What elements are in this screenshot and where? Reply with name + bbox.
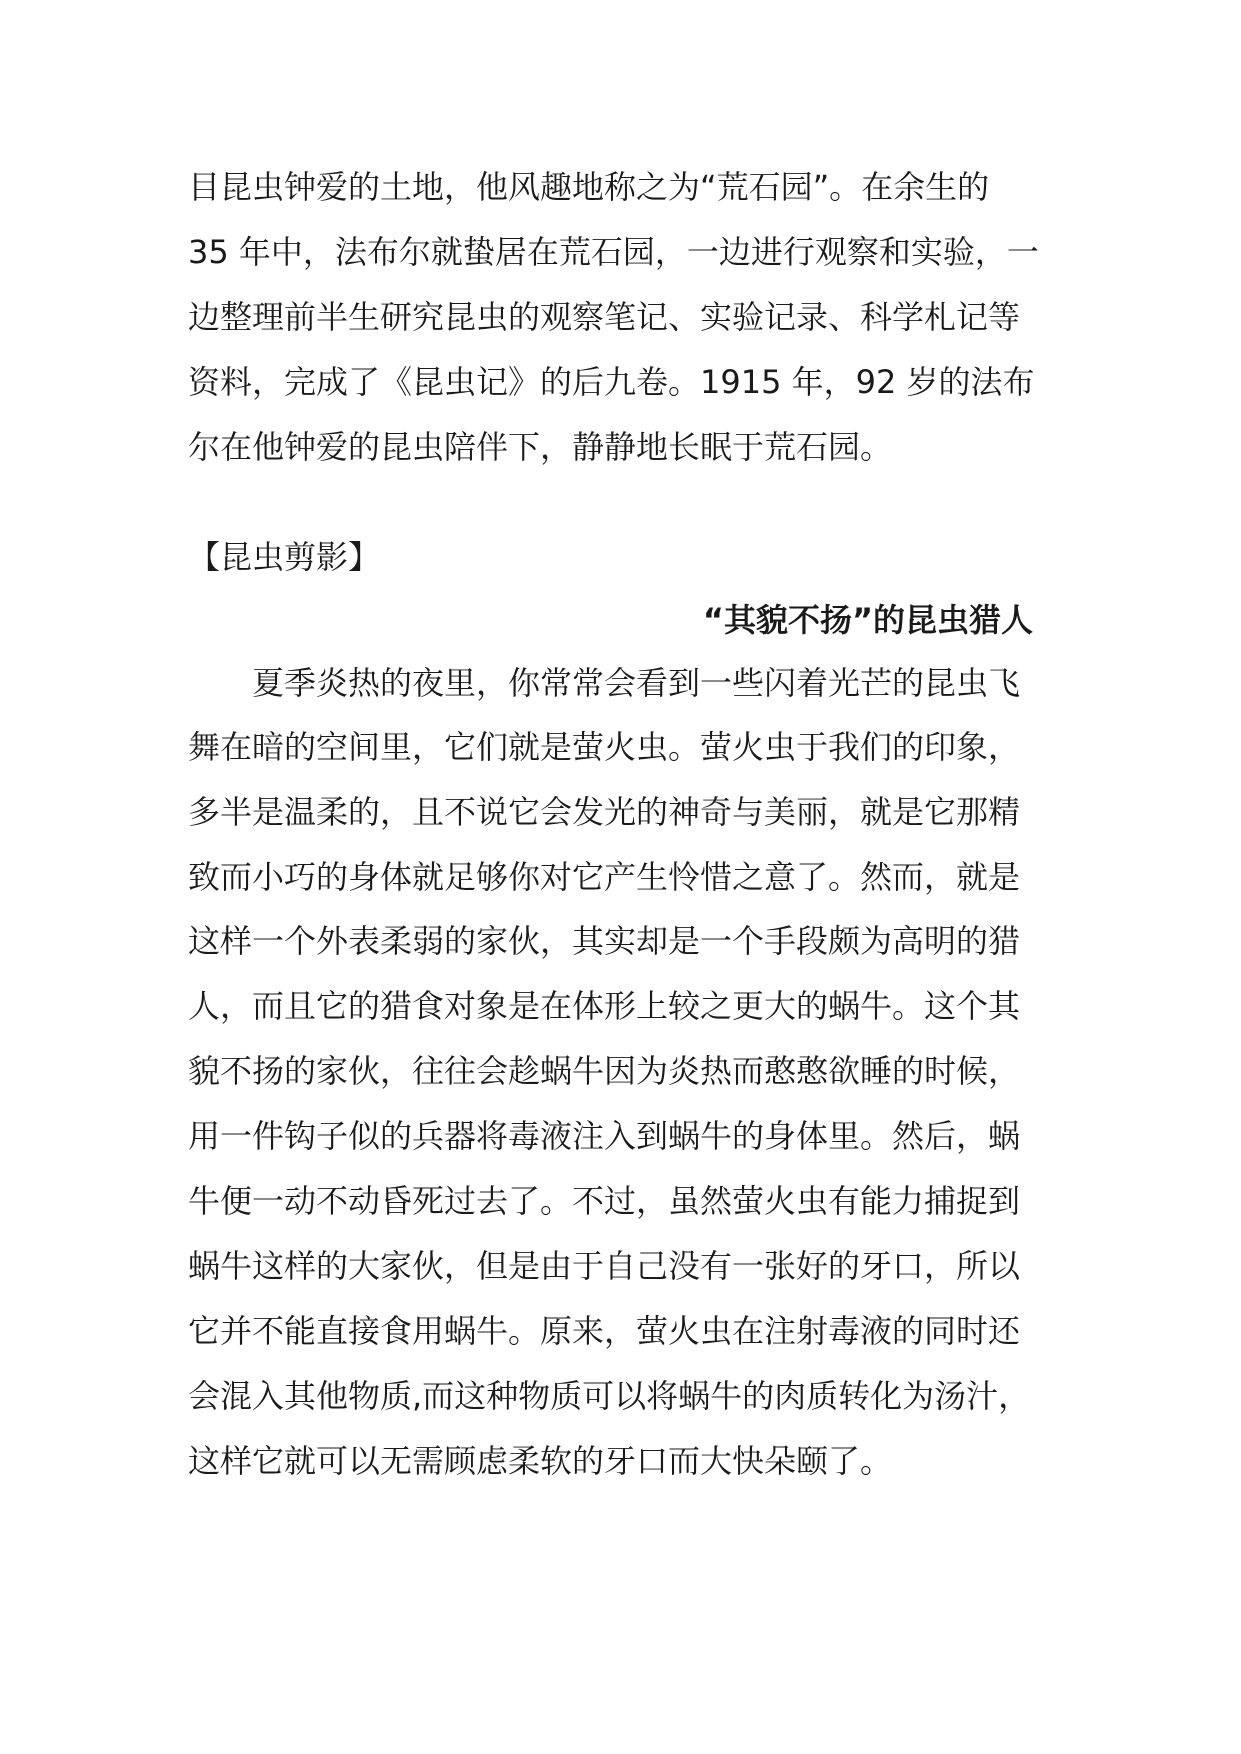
article-title: “其貌不扬”的昆虫猎人: [702, 601, 1033, 639]
article-line: 舞在暗的空间里，它们就是萤火虫。萤火虫于我们的印象，: [188, 728, 1021, 766]
article-line: 人，而且它的猎食对象是在体形上较之更大的蜗牛。这个其: [188, 987, 1021, 1025]
intro-line: 尔在他钟爱的昆虫陪伴下，静静地长眠于荒石园。: [188, 428, 893, 466]
article-line: 它并不能直接食用蜗牛。原来，萤火虫在注射毒液的同时还: [188, 1312, 1021, 1350]
article-line: 多半是温柔的，且不说它会发光的神奇与美丽，就是它那精: [188, 793, 1021, 831]
article-line: 夏季炎热的夜里，你常常会看到一些闪着光芒的昆虫飞: [252, 664, 1021, 702]
intro-line: 资料，完成了《昆虫记》的后九卷。1915 年，92 岁的法布: [188, 363, 1035, 401]
article-line: 会混入其他物质,而这种物质可以将蜗牛的肉质转化为汤汁，: [188, 1377, 1031, 1415]
article-line: 这样一个外表柔弱的家伙，其实却是一个手段颇为高明的猎: [188, 922, 1021, 960]
section-heading: 【昆虫剪影】: [188, 538, 381, 576]
intro-line: 35 年中，法布尔就蛰居在荒石园，一边进行观察和实验，一: [188, 233, 1039, 271]
article-line: 用一件钩子似的兵器将毒液注入到蜗牛的身体里。然后，蜗: [188, 1117, 1021, 1155]
article-line: 这样它就可以无需顾虑柔软的牙口而大快朵颐了。: [188, 1442, 893, 1480]
article-line: 貌不扬的家伙，往往会趁蜗牛因为炎热而憨憨欲睡的时候，: [188, 1052, 1021, 1090]
article-line: 蜗牛这样的大家伙，但是由于自己没有一张好的牙口，所以: [188, 1247, 1021, 1285]
intro-line: 边整理前半生研究昆虫的观察笔记、实验记录、科学札记等: [188, 298, 1021, 336]
intro-line: 目昆虫钟爱的土地，他风趣地称之为“荒石园”。在余生的: [188, 168, 990, 206]
article-line: 致而小巧的身体就足够你对它产生怜惜之意了。然而，就是: [188, 858, 1021, 896]
article-line: 牛便一动不动昏死过去了。不过，虽然萤火虫有能力捕捉到: [188, 1182, 1021, 1220]
